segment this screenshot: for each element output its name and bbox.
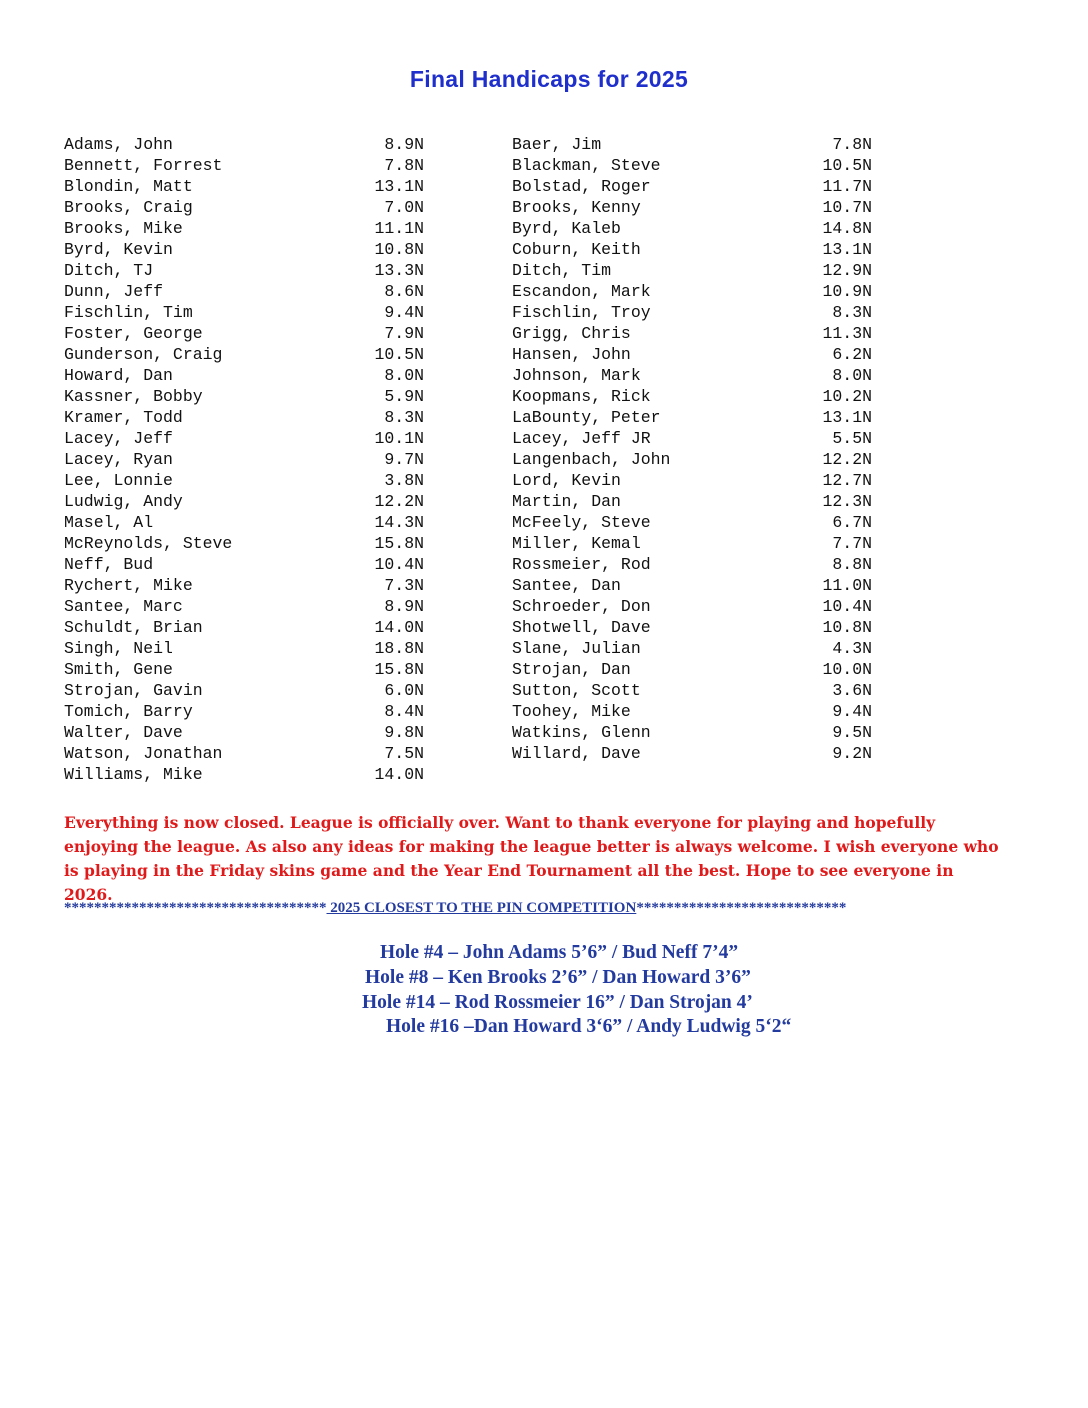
player-name: Shotwell, Dave — [512, 618, 651, 637]
handicap-value: 9.8N — [384, 723, 424, 742]
player-name: Blackman, Steve — [512, 156, 661, 175]
handicap-value: 9.5N — [832, 723, 872, 742]
handicap-value: 10.5N — [374, 345, 424, 364]
ctp-hole-result: Hole #8 – Ken Brooks 2’6” / Dan Howard 3’6” — [365, 967, 751, 988]
handicap-row — [64, 722, 424, 743]
player-name: Watson, Jonathan — [64, 744, 223, 763]
player-name: Ludwig, Andy — [64, 492, 183, 511]
player-name: Ditch, TJ — [64, 261, 154, 280]
handicap-row — [64, 302, 424, 323]
ctp-stars-right: **************************** — [636, 900, 847, 916]
handicap-value: 4.3N — [832, 639, 872, 658]
player-name: Lord, Kevin — [512, 471, 621, 490]
ctp-heading: 2025 CLOSEST TO THE PIN COMPETITION — [326, 900, 637, 916]
handicap-row — [64, 449, 424, 470]
ctp-stars-left: *********************************** — [64, 900, 327, 916]
handicap-row — [512, 638, 872, 659]
handicap-value: 5.5N — [832, 429, 872, 448]
handicap-row — [64, 470, 424, 491]
handicap-value: 10.4N — [374, 555, 424, 574]
handicap-row — [512, 428, 872, 449]
handicap-row — [512, 617, 872, 638]
player-name: Santee, Dan — [512, 576, 621, 595]
handicap-value: 12.9N — [822, 261, 872, 280]
handicap-value: 7.8N — [384, 156, 424, 175]
handicap-row — [512, 680, 872, 701]
handicap-row — [512, 470, 872, 491]
player-name: Lacey, Jeff — [64, 429, 173, 448]
handicap-value: 11.0N — [822, 576, 872, 595]
handicap-value: 15.8N — [374, 660, 424, 679]
handicap-row — [512, 575, 872, 596]
handicap-value: 7.9N — [384, 324, 424, 343]
handicap-value: 8.3N — [384, 408, 424, 427]
handicap-value: 11.7N — [822, 177, 872, 196]
player-name: Willard, Dave — [512, 744, 641, 763]
player-name: Santee, Marc — [64, 597, 183, 616]
handicap-value: 10.9N — [822, 282, 872, 301]
handicap-row — [64, 218, 424, 239]
player-name: Walter, Dave — [64, 723, 183, 742]
player-name: Langenbach, John — [512, 450, 671, 469]
handicap-row — [64, 743, 424, 764]
handicap-value: 6.0N — [384, 681, 424, 700]
player-name: Tomich, Barry — [64, 702, 193, 721]
player-name: Coburn, Keith — [512, 240, 641, 259]
handicap-value: 9.4N — [384, 303, 424, 322]
handicap-row — [64, 260, 424, 281]
player-name: Kassner, Bobby — [64, 387, 203, 406]
handicap-value: 14.0N — [374, 618, 424, 637]
handicap-value: 7.3N — [384, 576, 424, 595]
handicap-row — [64, 638, 424, 659]
handicap-value: 15.8N — [374, 534, 424, 553]
player-name: Hansen, John — [512, 345, 631, 364]
player-name: Brooks, Kenny — [512, 198, 641, 217]
handicap-value: 8.3N — [832, 303, 872, 322]
handicap-value: 9.4N — [832, 702, 872, 721]
handicap-value: 11.1N — [374, 219, 424, 238]
player-name: Miller, Kemal — [512, 534, 641, 553]
handicap-value: 10.0N — [822, 660, 872, 679]
closing-message: Everything is now closed. League is officially over. Want to thank everyone for playing and hopefully enjoying the league. As also any ideas for making the league better is always welcome. I wish everyone who is playing in the Friday skins game and the Year End Tournament all the best. Hope to see everyone in 2026. — [64, 813, 999, 904]
handicap-row — [512, 134, 872, 155]
player-name: Watkins, Glenn — [512, 723, 651, 742]
handicap-value: 8.9N — [384, 135, 424, 154]
player-name: Rychert, Mike — [64, 576, 193, 595]
player-name: Lacey, Jeff JR — [512, 429, 651, 448]
player-name: Fischlin, Tim — [64, 303, 193, 322]
player-name: LaBounty, Peter — [512, 408, 661, 427]
handicap-value: 6.2N — [832, 345, 872, 364]
player-name: Ditch, Tim — [512, 261, 612, 280]
handicap-row — [64, 134, 424, 155]
handicap-value: 18.8N — [374, 639, 424, 658]
handicap-row — [512, 239, 872, 260]
handicap-row — [64, 575, 424, 596]
player-name: Martin, Dan — [512, 492, 621, 511]
handicap-value: 10.5N — [822, 156, 872, 175]
player-name: Brooks, Mike — [64, 219, 183, 238]
handicap-row — [64, 428, 424, 449]
handicap-value: 13.1N — [822, 240, 872, 259]
handicap-row — [64, 155, 424, 176]
player-name: Byrd, Kevin — [64, 240, 173, 259]
handicap-row — [64, 239, 424, 260]
handicap-value: 14.8N — [822, 219, 872, 238]
handicap-value: 13.3N — [374, 261, 424, 280]
player-name: Brooks, Craig — [64, 198, 193, 217]
player-name: Gunderson, Craig — [64, 345, 223, 364]
handicap-row — [64, 281, 424, 302]
handicap-value: 13.1N — [374, 177, 424, 196]
handicap-row — [512, 386, 872, 407]
handicap-row — [512, 554, 872, 575]
handicap-row — [512, 155, 872, 176]
ctp-hole-result: Hole #16 –Dan Howard 3‘6” / Andy Ludwig 5‘2“ — [386, 1016, 792, 1037]
handicap-row — [64, 344, 424, 365]
handicap-value: 10.1N — [374, 429, 424, 448]
player-name: Byrd, Kaleb — [512, 219, 621, 238]
handicap-value: 14.3N — [374, 513, 424, 532]
handicap-row — [64, 323, 424, 344]
handicap-value: 10.8N — [374, 240, 424, 259]
handicap-value: 10.8N — [822, 618, 872, 637]
page-title: Final Handicaps for 2025 — [409, 66, 689, 92]
player-name: Masel, Al — [64, 513, 154, 532]
player-name: Strojan, Dan — [512, 660, 631, 679]
player-name: McReynolds, Steve — [64, 534, 233, 553]
ctp-header — [64, 900, 1024, 917]
player-name: Bolstad, Roger — [512, 177, 651, 196]
handicap-value: 7.0N — [384, 198, 424, 217]
handicap-row — [64, 617, 424, 638]
handicap-value: 10.2N — [822, 387, 872, 406]
handicap-row — [512, 743, 872, 764]
handicap-row — [64, 512, 424, 533]
ctp-hole-result: Hole #14 – Rod Rossmeier 16” / Dan Strojan 4’ — [362, 992, 753, 1013]
player-name: Dunn, Jeff — [64, 282, 164, 301]
handicap-row — [512, 260, 872, 281]
player-name: Kramer, Todd — [64, 408, 183, 427]
handicap-value: 7.7N — [832, 534, 872, 553]
handicap-row — [512, 491, 872, 512]
player-name: Koopmans, Rick — [512, 387, 651, 406]
handicap-row — [64, 365, 424, 386]
handicap-row — [64, 764, 424, 785]
player-name: Slane, Julian — [512, 639, 641, 658]
handicap-row — [64, 491, 424, 512]
handicap-row — [512, 722, 872, 743]
handicap-row — [64, 680, 424, 701]
player-name: Rossmeier, Rod — [512, 555, 651, 574]
handicap-row — [512, 197, 872, 218]
handicap-value: 12.2N — [822, 450, 872, 469]
handicap-row — [512, 365, 872, 386]
player-name: Adams, John — [64, 135, 173, 154]
handicap-value: 14.0N — [374, 765, 424, 784]
player-name: Baer, Jim — [512, 135, 602, 154]
player-name: Schuldt, Brian — [64, 618, 203, 637]
player-name: Smith, Gene — [64, 660, 173, 679]
handicap-value: 5.9N — [384, 387, 424, 406]
handicap-value: 12.7N — [822, 471, 872, 490]
handicap-value: 8.4N — [384, 702, 424, 721]
handicap-row — [64, 176, 424, 197]
handicap-value: 7.8N — [832, 135, 872, 154]
handicap-row — [512, 533, 872, 554]
player-name: Blondin, Matt — [64, 177, 193, 196]
handicap-row — [512, 218, 872, 239]
player-name: Strojan, Gavin — [64, 681, 203, 700]
handicap-value: 9.7N — [384, 450, 424, 469]
handicap-value: 6.7N — [832, 513, 872, 532]
handicap-column-right — [512, 134, 872, 764]
player-name: McFeely, Steve — [512, 513, 651, 532]
player-name: Schroeder, Don — [512, 597, 651, 616]
handicap-row — [512, 344, 872, 365]
player-name: Foster, George — [64, 324, 203, 343]
handicap-value: 9.2N — [832, 744, 872, 763]
handicap-value: 12.3N — [822, 492, 872, 511]
player-name: Sutton, Scott — [512, 681, 641, 700]
handicap-value: 12.2N — [374, 492, 424, 511]
handicap-row — [64, 386, 424, 407]
handicap-value: 7.5N — [384, 744, 424, 763]
handicap-row — [512, 323, 872, 344]
player-name: Lee, Lonnie — [64, 471, 173, 490]
handicap-row — [512, 407, 872, 428]
handicap-row — [512, 659, 872, 680]
player-name: Bennett, Forrest — [64, 156, 223, 175]
handicap-column-left — [64, 134, 424, 785]
handicap-row — [512, 512, 872, 533]
handicap-value: 11.3N — [822, 324, 872, 343]
handicap-row — [64, 407, 424, 428]
player-name: Grigg, Chris — [512, 324, 631, 343]
handicap-row — [512, 596, 872, 617]
handicap-value: 8.0N — [832, 366, 872, 385]
handicap-row — [512, 449, 872, 470]
handicap-row — [64, 659, 424, 680]
handicap-row — [512, 701, 872, 722]
handicap-row — [64, 197, 424, 218]
handicap-value: 3.6N — [832, 681, 872, 700]
player-name: Toohey, Mike — [512, 702, 631, 721]
handicap-value: 8.9N — [384, 597, 424, 616]
handicap-value: 3.8N — [384, 471, 424, 490]
handicap-row — [512, 281, 872, 302]
ctp-hole-result: Hole #4 – John Adams 5’6” / Bud Neff 7’4” — [380, 942, 739, 963]
handicap-row — [64, 533, 424, 554]
player-name: Escandon, Mark — [512, 282, 651, 301]
handicap-row — [512, 176, 872, 197]
handicap-value: 8.0N — [384, 366, 424, 385]
handicap-value: 10.4N — [822, 597, 872, 616]
handicap-row — [512, 302, 872, 323]
handicap-value: 10.7N — [822, 198, 872, 217]
player-name: Singh, Neil — [64, 639, 173, 658]
handicap-value: 13.1N — [822, 408, 872, 427]
player-name: Johnson, Mark — [512, 366, 641, 385]
player-name: Neff, Bud — [64, 555, 154, 574]
player-name: Fischlin, Troy — [512, 303, 651, 322]
handicap-value: 8.8N — [832, 555, 872, 574]
handicap-row — [64, 554, 424, 575]
player-name: Lacey, Ryan — [64, 450, 173, 469]
handicap-row — [64, 701, 424, 722]
player-name: Howard, Dan — [64, 366, 173, 385]
handicap-row — [64, 596, 424, 617]
handicap-value: 8.6N — [384, 282, 424, 301]
player-name: Williams, Mike — [64, 765, 203, 784]
